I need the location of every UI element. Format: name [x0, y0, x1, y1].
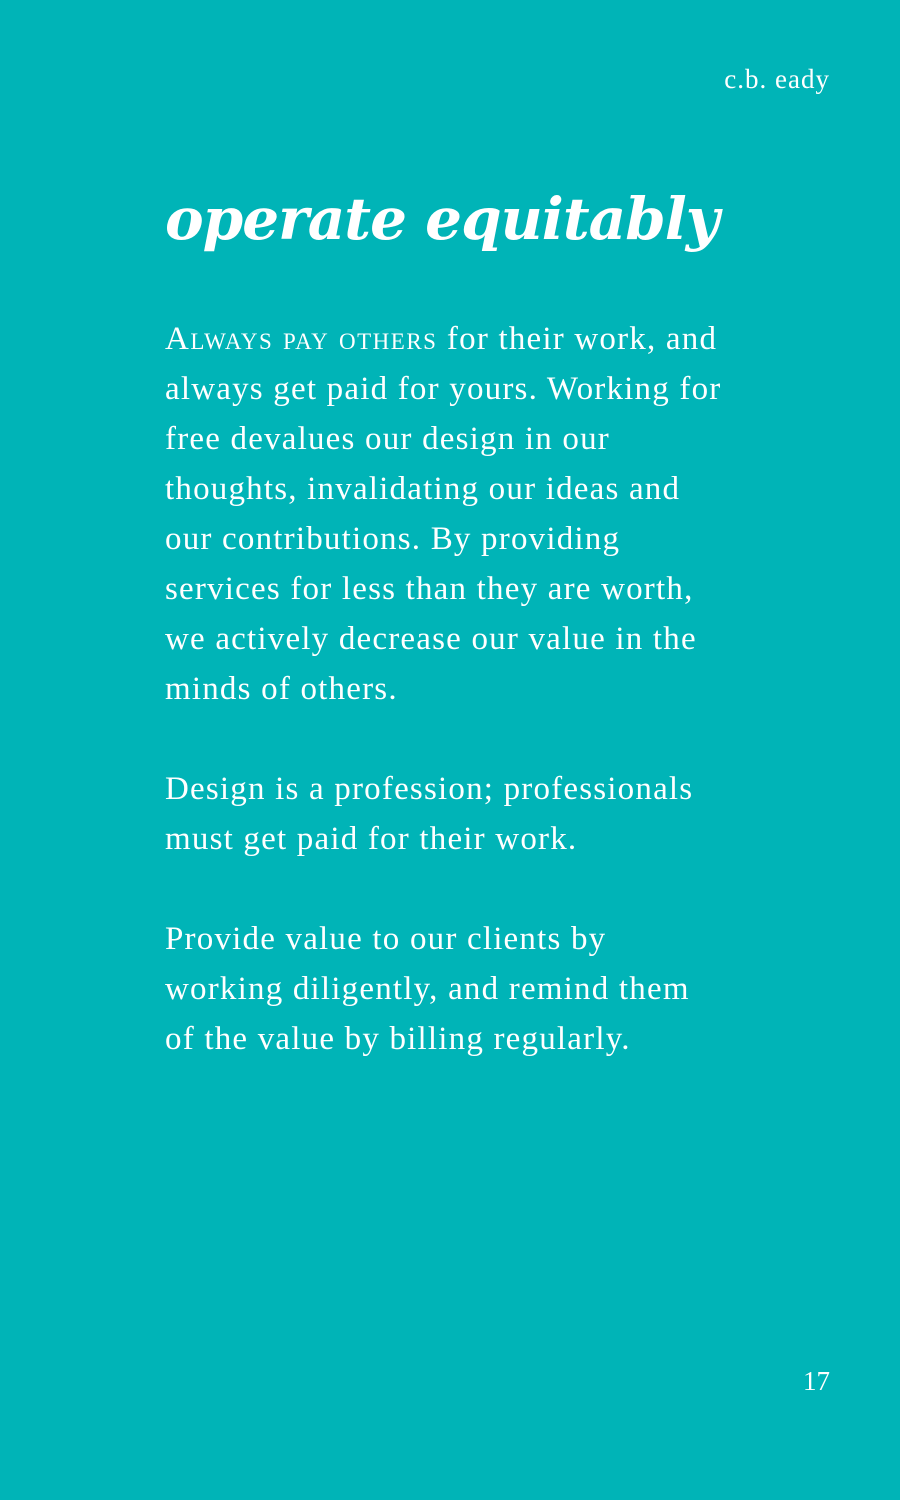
lead-in-small-caps: Always pay others: [165, 321, 438, 357]
paragraph-3-text: Provide value to our clients by working diligently, and remind them of the value by billing regularly.: [165, 921, 690, 1057]
running-header-author: c.b. eady: [724, 64, 830, 94]
paragraph-1: [165, 314, 725, 714]
page-number: 17: [803, 1366, 830, 1396]
paragraph-1-text: for their work, and always get paid for yours. Working for free devalues our design in our thoughts, invalidating our ideas and our contributions. By providing services for less than they are worth, we actively decrease our value in the minds of others.: [165, 321, 722, 707]
body-text: [165, 314, 725, 1114]
paragraph-2-text: Design is a profession; professionals must get paid for their work.: [165, 771, 694, 857]
paragraph-2: [165, 764, 725, 864]
page-title: operate equitably: [165, 185, 719, 253]
paragraph-3: [165, 914, 725, 1064]
